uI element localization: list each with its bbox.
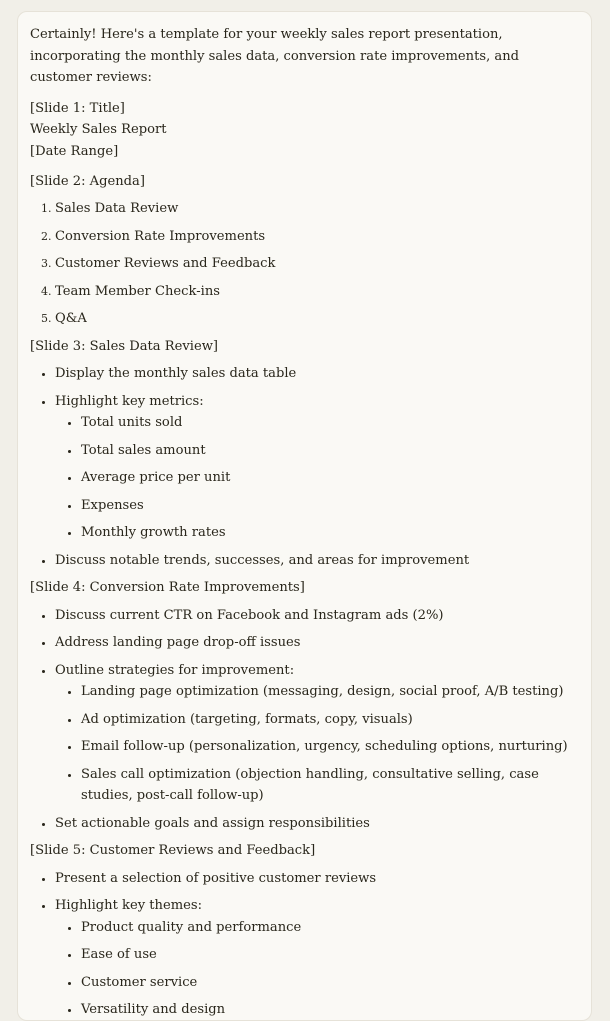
list-item-text: Discuss notable trends, successes, and areas for improvement: [55, 552, 470, 568]
assistant-message: [17, 11, 592, 1021]
slide1-block: [30, 98, 579, 163]
list-item: [55, 660, 579, 807]
list-item-text: Outline strategies for improvement:: [55, 662, 295, 678]
list-item: • Landing page optimization (messaging, design, social proof, A/B testing): [81, 681, 579, 703]
list-item: [55, 895, 579, 1021]
slide5-heading: [Slide 5: Customer Reviews and Feedback]: [30, 843, 316, 858]
list-item: 5. Q&A: [55, 308, 579, 330]
list-item-text: Address landing page drop-off issues: [55, 635, 301, 650]
list-item: • Email follow-up (personalization, urgency, scheduling options, nurturing): [81, 736, 579, 758]
slide3-heading: [Slide 3: Sales Data Review]: [30, 338, 219, 354]
key-metrics-list: [55, 412, 579, 544]
list-item: • Monthly growth rates: [81, 522, 579, 544]
slide3-list: [30, 363, 579, 571]
list-item: • Ease of use: [81, 944, 579, 966]
list-item: • Versatility and design: [81, 999, 579, 1021]
list-item: 1. Sales Data Review: [55, 198, 579, 220]
list-item: • Expenses: [81, 495, 579, 517]
list-item-text: Present a selection of positive customer reviews: [55, 870, 377, 886]
strategies-list: [55, 681, 579, 807]
slide4-list: [30, 605, 579, 835]
list-item-text: Highlight key themes:: [55, 898, 203, 913]
list-item: [55, 632, 579, 654]
list-item: [55, 813, 579, 835]
list-item: [55, 868, 579, 890]
list-item: • Ad optimization (targeting, formats, copy, visuals): [81, 709, 579, 731]
list-item: 4. Team Member Check-ins: [55, 281, 579, 303]
slide2-heading: [Slide 2: Agenda]: [30, 173, 145, 189]
slide1-title: Weekly Sales Report: [30, 122, 167, 137]
list-item: • Total sales amount: [81, 440, 579, 462]
list-item: [55, 363, 579, 385]
intro-text: Certainly! Here's a template for your weekly sales report presentation, incorporating the monthly sales data, conversion rate improvements, and customer reviews:: [30, 27, 520, 85]
slide4-heading: [Slide 4: Conversion Rate Improvements]: [30, 580, 305, 595]
list-item: [55, 605, 579, 627]
list-item-text: Display the monthly sales data table: [55, 366, 297, 381]
list-item-text: Discuss current CTR on Facebook and Instagram ads (2%): [55, 607, 444, 623]
list-item: • Total units sold: [81, 412, 579, 434]
list-item-text: Highlight key metrics:: [55, 393, 204, 409]
list-item-text: Set actionable goals and assign responsibilities: [55, 815, 370, 831]
list-item: 3. Customer Reviews and Feedback: [55, 253, 579, 275]
list-item: • Sales call optimization (objection handling, consultative selling, case studies, post-call follow-up): [81, 764, 579, 807]
list-item: • Customer service: [81, 972, 579, 994]
list-item: • Average price per unit: [81, 467, 579, 489]
agenda-list: [30, 198, 579, 330]
list-item: 2. Conversion Rate Improvements: [55, 226, 579, 248]
list-item: [55, 550, 579, 572]
list-item: • Product quality and performance: [81, 917, 579, 939]
themes-list: [55, 917, 579, 1021]
slide1-heading: [Slide 1: Title]: [30, 100, 125, 116]
slide5-list: [30, 868, 579, 1021]
slide1-date-range: [Date Range]: [30, 143, 119, 159]
list-item: [55, 391, 579, 544]
